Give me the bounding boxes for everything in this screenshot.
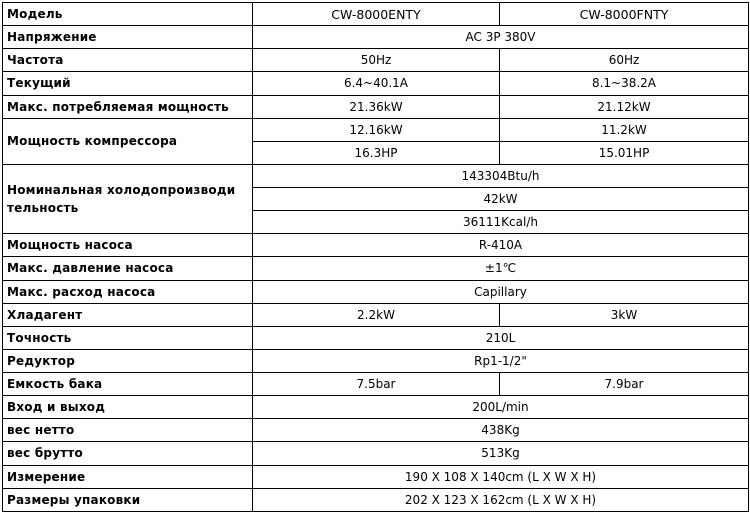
- compressor-col1-hp: 16.3HP: [253, 141, 500, 164]
- refrigerant-col2: 3kW: [500, 303, 749, 326]
- row-package: [3, 488, 749, 511]
- row-compressor-1: [3, 118, 749, 141]
- refrigerant-label: Хладагент: [3, 303, 253, 326]
- pump-flow-value: Capillary: [253, 280, 749, 303]
- max-power-col1: 21.36kW: [253, 95, 500, 118]
- tank-col2: 7.9bar: [500, 373, 749, 396]
- pump-pressure-label: Макс. давление насоса: [3, 257, 253, 280]
- row-refrigerant: [3, 303, 749, 326]
- row-net-weight: [3, 419, 749, 442]
- pump-pressure-value: ±1℃: [253, 257, 749, 280]
- voltage-value: AC 3P 380V: [253, 26, 749, 49]
- cooling-kcal: 36111Kcal/h: [253, 211, 749, 234]
- gross-weight-value: 513Kg: [253, 442, 749, 465]
- row-max-power: [3, 95, 749, 118]
- frequency-col1: 50Hz: [253, 49, 500, 72]
- gross-weight-label: вес брутто: [3, 442, 253, 465]
- package-label: Размеры упаковки: [3, 488, 253, 511]
- tank-col1: 7.5bar: [253, 373, 500, 396]
- row-pump-flow: [3, 280, 749, 303]
- row-pump-pressure: [3, 257, 749, 280]
- compressor-col2-kw: 11.2kW: [500, 118, 749, 141]
- current-col1: 6.4~40.1A: [253, 72, 500, 95]
- pump-power-label: Мощность насоса: [3, 234, 253, 257]
- inlet-outlet-value: 200L/min: [253, 396, 749, 419]
- max-power-col2: 21.12kW: [500, 95, 749, 118]
- cooling-btu: 143304Btu/h: [253, 164, 749, 187]
- compressor-col2-hp: 15.01HP: [500, 141, 749, 164]
- precision-value: 210L: [253, 326, 749, 349]
- row-pump-power: [3, 234, 749, 257]
- cooling-label: [3, 164, 253, 233]
- reducer-label: Редуктор: [3, 349, 253, 372]
- tank-label: Емкость бака: [3, 373, 253, 396]
- pump-power-value: R-410A: [253, 234, 749, 257]
- row-inlet-outlet: [3, 396, 749, 419]
- refrigerant-col1: 2.2kW: [253, 303, 500, 326]
- row-tank: [3, 373, 749, 396]
- spec-table: [2, 2, 749, 512]
- pump-flow-label: Макс. расход насоса: [3, 280, 253, 303]
- row-model: [3, 3, 749, 26]
- net-weight-value: 438Kg: [253, 419, 749, 442]
- cooling-label-line2: тельность: [7, 201, 79, 216]
- current-label: Текущий: [3, 72, 253, 95]
- compressor-col1-kw: 12.16kW: [253, 118, 500, 141]
- model-col1: CW-8000ENTY: [253, 3, 500, 26]
- model-label: Модель: [3, 3, 253, 26]
- voltage-label: Напряжение: [3, 26, 253, 49]
- inlet-outlet-label: Вход и выход: [3, 396, 253, 419]
- reducer-value: Rp1-1/2": [253, 349, 749, 372]
- row-frequency: [3, 49, 749, 72]
- row-reducer: [3, 349, 749, 372]
- row-current: [3, 72, 749, 95]
- model-col2: CW-8000FNTY: [500, 3, 749, 26]
- row-precision: [3, 326, 749, 349]
- row-voltage: [3, 26, 749, 49]
- cooling-label-line1: Номинальная холодопроизводи: [7, 183, 236, 198]
- frequency-col2: 60Hz: [500, 49, 749, 72]
- row-dimension: [3, 465, 749, 488]
- row-cooling-1: [3, 164, 749, 187]
- net-weight-label: вес нетто: [3, 419, 253, 442]
- dimension-value: 190 X 108 X 140cm (L X W X H): [253, 465, 749, 488]
- compressor-label: Мощность компрессора: [3, 118, 253, 164]
- frequency-label: Частота: [3, 49, 253, 72]
- dimension-label: Измерение: [3, 465, 253, 488]
- cooling-kw: 42kW: [253, 188, 749, 211]
- precision-label: Точность: [3, 326, 253, 349]
- max-power-label: Макс. потребляемая мощность: [3, 95, 253, 118]
- current-col2: 8.1~38.2A: [500, 72, 749, 95]
- package-value: 202 X 123 X 162cm (L X W X H): [253, 488, 749, 511]
- row-gross-weight: [3, 442, 749, 465]
